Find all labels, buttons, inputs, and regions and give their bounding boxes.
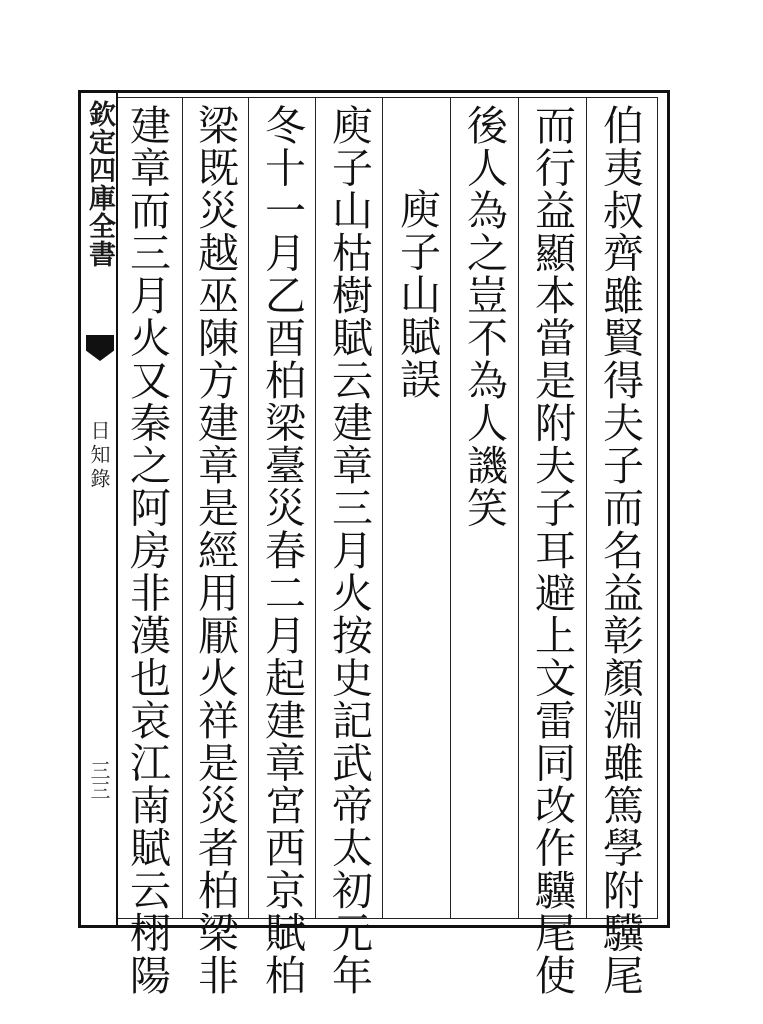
book-title: 日知錄	[87, 420, 111, 492]
text-column-2: 而行益顯本當是附夫子耳避上文雷同改作驥尾使	[528, 104, 576, 997]
column-rule	[518, 97, 519, 919]
text-column-8: 建章而三月火又秦之阿房非漢也哀江南賦云栩陽	[123, 104, 171, 997]
text-column-5: 庾子山枯樹賦云建章三月火按史記武帝太初元年	[325, 104, 373, 997]
section-heading: 庾子山賦誤	[393, 188, 441, 401]
text-column-6: 冬十一月乙酉柏梁臺災春二月起建章宮西京賦柏	[258, 104, 306, 997]
column-rule	[450, 97, 451, 919]
column-rule	[182, 97, 183, 919]
column-rule	[586, 97, 587, 919]
column-rule	[315, 97, 316, 919]
text-column-1: 伯夷叔齊雖賢得夫子而名益彰顏淵雖篤學附驥尾	[596, 104, 644, 997]
series-title: 欽定四庫全書	[84, 100, 115, 268]
column-rule	[382, 97, 383, 919]
column-rule	[248, 97, 249, 919]
text-column-3: 後人為之豈不為人譏笑	[460, 104, 508, 529]
page-number: 三三	[87, 760, 111, 800]
text-column-7: 梁既災越巫陳方建章是經用厭火祥是災者柏梁非	[191, 104, 239, 997]
